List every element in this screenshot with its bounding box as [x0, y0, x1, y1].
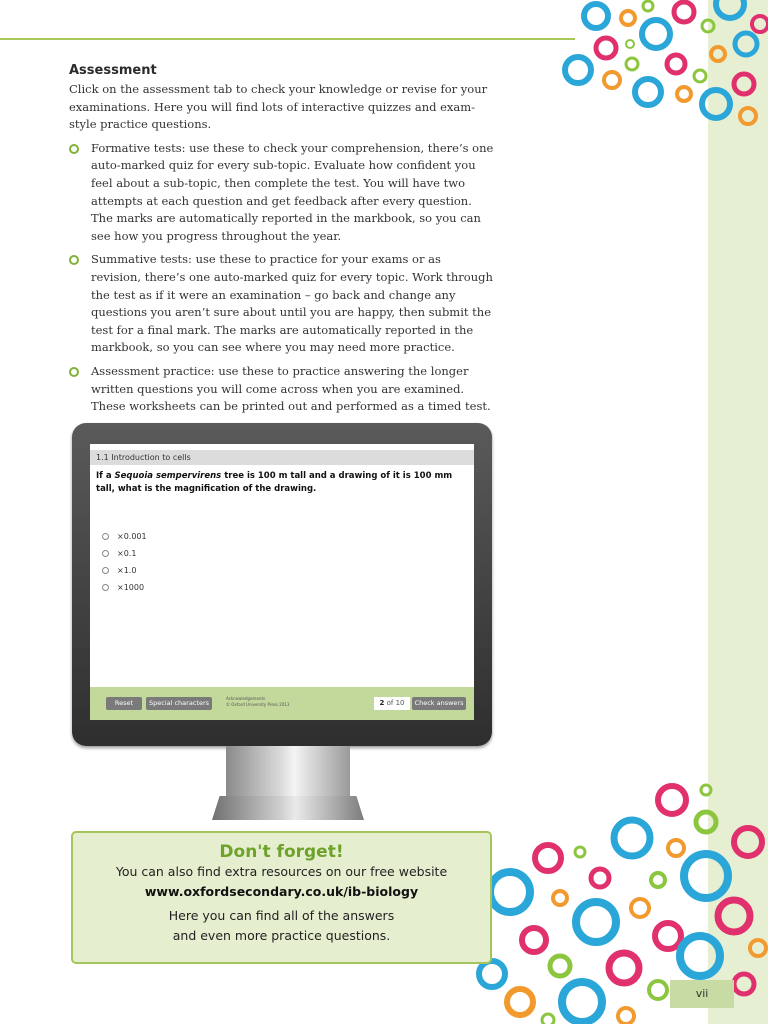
bullet-text: Assessment practice: use these to practice answering the longer written questions you will come across when you are examined. These worksheets can be printed out and performed as a timed test. — [91, 363, 491, 414]
intro-paragraph: Click on the assessment tab to check your knowledge or revise for your examinations. Here you will find lots of interactive quizzes and exam-style practice questions. — [69, 82, 488, 132]
top-rule — [0, 38, 575, 40]
quiz-footer-bar — [90, 687, 474, 720]
total-pages: of 10 — [386, 699, 405, 707]
quiz-question — [96, 470, 468, 496]
callout-line-1: You can also find extra resources on our free website — [115, 864, 448, 879]
acknowledgements-link[interactable]: Acknowledgements — [226, 696, 266, 701]
special-characters-button[interactable]: Special characters — [146, 697, 212, 710]
bullet-text: Summative tests: use these to practice for your exams or as revision, there’s one auto-marked quiz for every topic. Work through the test as if it were an examination – go back and change any questions you aren’t sure about until you are happy, then submit the test for a final mark. The marks are automatically reported in the markbook, so you can see where you may need more practice. — [91, 252, 493, 355]
quiz-option[interactable] — [102, 545, 147, 562]
bullet-ring-icon — [69, 255, 79, 265]
dont-forget-callout — [71, 831, 492, 964]
question-start: If a — [96, 471, 115, 481]
callout-title: Don't forget! — [219, 842, 344, 862]
acknowledgements — [226, 696, 289, 708]
bullet-ring-icon — [69, 144, 79, 154]
current-page: 2 — [379, 699, 385, 707]
option-label: ×1000 — [117, 583, 145, 592]
side-strip — [708, 0, 768, 1024]
check-answers-button[interactable]: Check answers — [412, 697, 466, 710]
question-species: Sequoia sempervirens — [114, 471, 222, 481]
bullet-practice — [69, 363, 494, 416]
page-indicator — [374, 697, 410, 710]
monitor-stand-base — [212, 796, 364, 820]
bullet-formative — [69, 140, 494, 246]
option-label: ×1.0 — [117, 566, 137, 575]
monitor-illustration — [72, 423, 492, 746]
bullet-ring-icon — [69, 367, 79, 377]
assessment-section — [69, 63, 494, 422]
copyright-text: © Oxford University Press 2013 — [226, 702, 290, 707]
bullet-summative — [69, 251, 494, 357]
callout-line-3: and even more practice questions. — [172, 928, 391, 943]
radio-icon[interactable] — [102, 550, 109, 557]
monitor-stand-neck — [226, 746, 350, 796]
bullet-list — [69, 140, 494, 416]
quiz-option[interactable] — [102, 528, 147, 545]
callout-line-2: Here you can find all of the answers — [168, 908, 395, 923]
radio-icon[interactable] — [102, 567, 109, 574]
quiz-options — [102, 528, 147, 596]
quiz-topic-header: 1.1 Introduction to cells — [90, 450, 474, 465]
question-end: tree is 100 m tall and a drawing of it is 100 mm tall, what is the magnification of the drawing. — [96, 471, 453, 494]
quiz-screen — [90, 444, 474, 720]
radio-icon[interactable] — [102, 584, 109, 591]
reset-button[interactable]: Reset — [106, 697, 142, 710]
option-label: ×0.1 — [117, 549, 137, 558]
quiz-option[interactable] — [102, 562, 147, 579]
option-label: ×0.001 — [117, 532, 147, 541]
bullet-text: Formative tests: use these to check your comprehension, there’s one auto-marked quiz for every sub-topic. Evaluate how confident you feel about a sub-topic, then complete the test. You will have two attempts at each question and get feedback after every question. The marks are automatically reported in the markbook, so you can see how you progress throughout the year. — [91, 140, 494, 243]
page-number: vii — [670, 980, 734, 1008]
website-url[interactable]: www.oxfordsecondary.co.uk/ib-biology — [144, 884, 419, 899]
radio-icon[interactable] — [102, 533, 109, 540]
quiz-option[interactable] — [102, 579, 147, 596]
section-heading: Assessment — [69, 63, 157, 78]
